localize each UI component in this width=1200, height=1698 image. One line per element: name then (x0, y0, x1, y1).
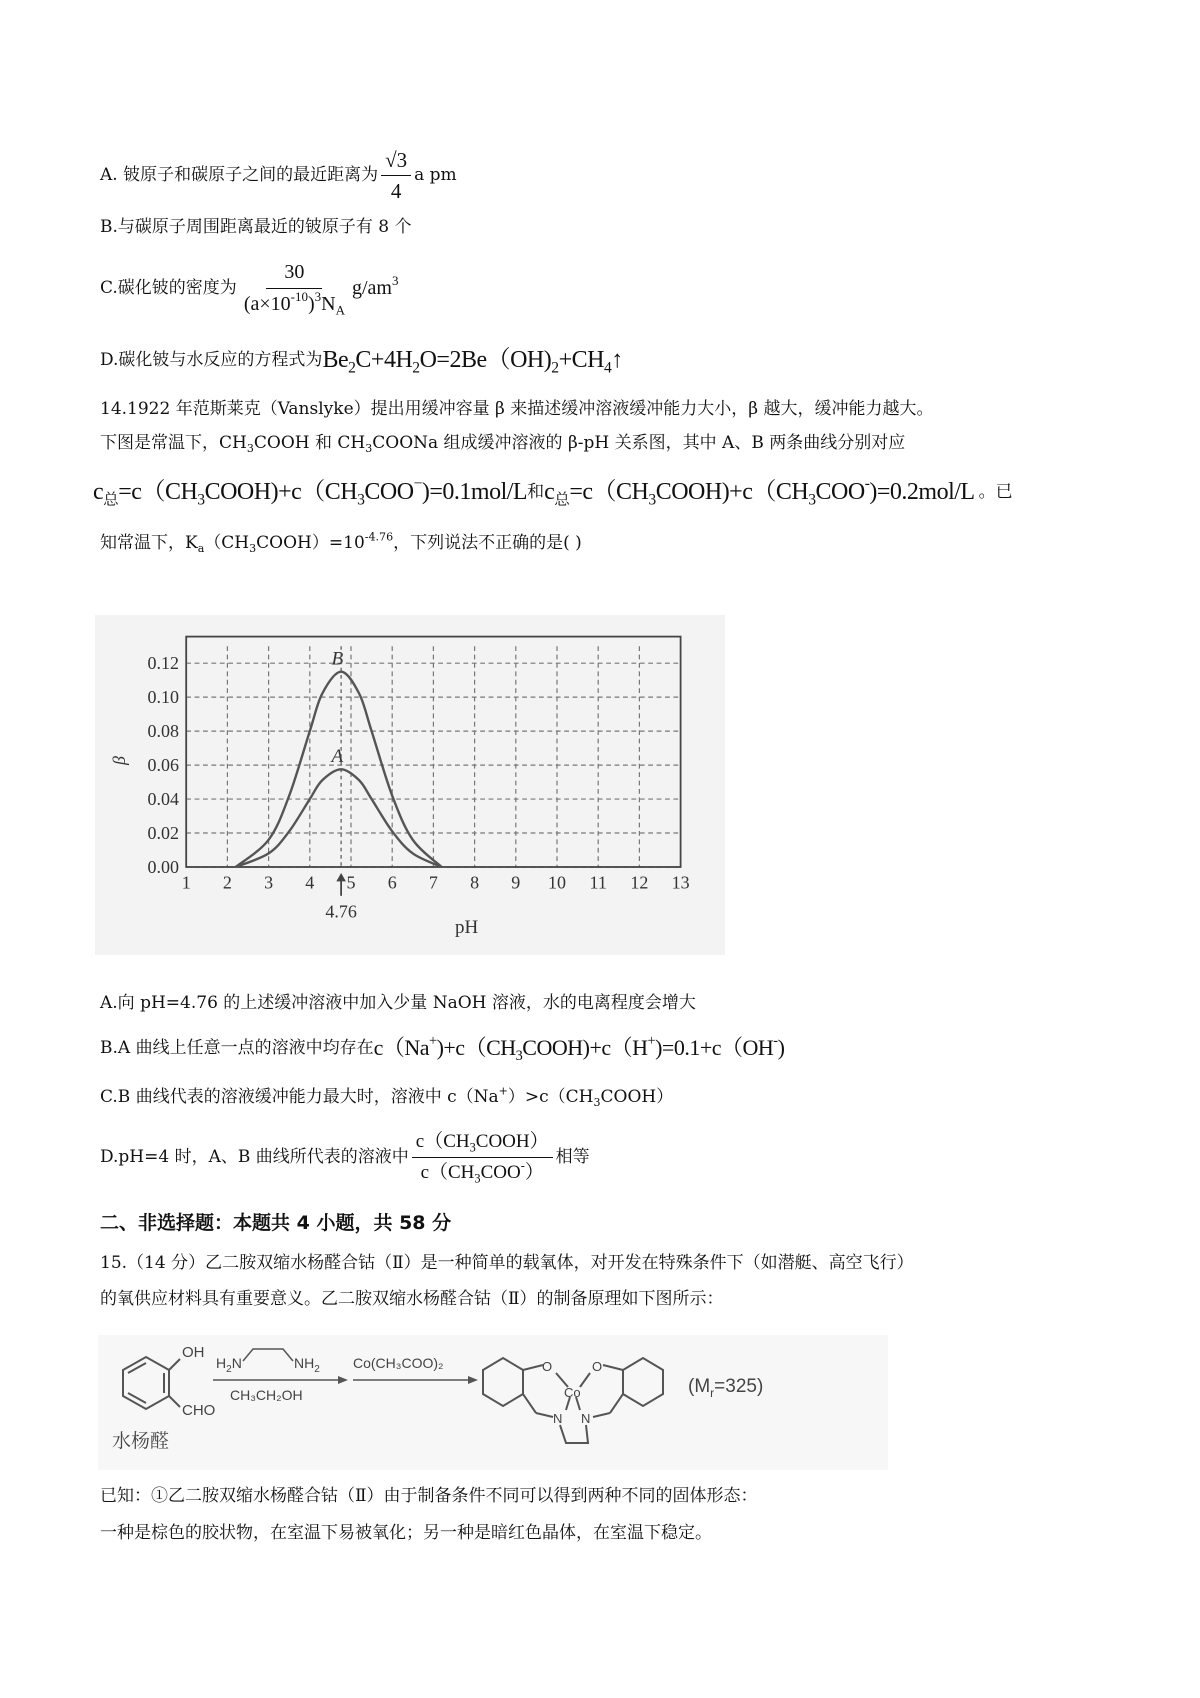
eq-part: C+4H (355, 347, 413, 373)
stem-sup: -4.76 (364, 530, 394, 544)
eq-part: COOH)+c（H (522, 1035, 648, 1060)
den-part: c（CH (420, 1161, 475, 1183)
q13-option-d (100, 342, 623, 378)
eq-sub: 2 (412, 359, 420, 377)
den-exp: -10 (290, 288, 308, 304)
den-part: ） (524, 1161, 544, 1183)
option-c-fraction (240, 259, 349, 317)
option-d-prefix: D.碳化铍与水反应的方程式为 (100, 350, 323, 370)
q13-option-c (100, 255, 399, 321)
mr-sub: r (710, 1386, 715, 1400)
up-arrow-icon: ↑ (611, 347, 623, 373)
q14-stem-line-2 (100, 430, 905, 456)
x-tick-label: 1 (181, 872, 191, 893)
equation-two (544, 475, 975, 509)
x-axis-label: pH (455, 917, 479, 938)
known-line-1: 已知：①乙二胺双缩水杨醛合钴（Ⅱ）由于制备条件不同可以得到两种不同的固体形态： (100, 1486, 758, 1506)
equation-one (93, 475, 528, 509)
x-tick-label: 11 (589, 872, 607, 893)
den-part: ) (307, 293, 315, 315)
eq-part: c（Na (373, 1035, 429, 1060)
y-tick-label: 0.08 (147, 721, 180, 742)
eq-part: COO (364, 479, 414, 505)
q14-equations-line (93, 472, 1013, 512)
option-b-equation (373, 1033, 785, 1064)
q14-option-b (100, 1030, 784, 1066)
eq-part: )=0.2mol/L (869, 479, 975, 505)
den-part: (a×10 (243, 293, 291, 315)
reagent1-bottom: CH₃CH₂OH (230, 1387, 303, 1403)
eq-part: COOH)+c（CH (204, 479, 358, 505)
x-tick-label: 6 (387, 872, 397, 893)
oh-label: OH (182, 1344, 205, 1361)
mr-part: (M (688, 1376, 711, 1397)
q13-option-b: B.与碳原子周围距离最近的铍原子有 8 个 (100, 217, 412, 237)
eq-part: )+c（CH (436, 1035, 516, 1060)
reagent-part: H (216, 1355, 227, 1371)
eq-sub: 总 (103, 491, 119, 509)
option-c-prefix: C.碳化铍的密度为 (100, 278, 237, 298)
y-tick-label: 0.04 (147, 789, 180, 810)
q13-option-a (100, 145, 457, 205)
den-part: N (321, 293, 336, 315)
eq-part: COOH)+c（CH (655, 479, 809, 505)
y-tick-label: 0.10 (147, 687, 180, 708)
reagent-part: NH (294, 1355, 315, 1371)
stem-sub: 3 (246, 441, 254, 455)
x-tick-label: 12 (630, 872, 649, 893)
right-oxygen-label: O (592, 1359, 603, 1374)
option-a-fraction (381, 147, 411, 204)
eq-sup: - (864, 475, 870, 493)
beta-ph-chart (95, 615, 725, 955)
q14-option-d (100, 1122, 590, 1192)
den-exp: 3 (314, 288, 322, 304)
chart-background (95, 615, 725, 955)
chart-grid (95, 615, 725, 955)
stem-sub: 3 (249, 541, 257, 555)
q15-stem-line-2: 的氧供应材料具有重要意义。乙二胺双缩水杨醛合钴（Ⅱ）的制备原理如下图所示： (100, 1289, 724, 1309)
option-a-suffix: a pm (414, 165, 457, 185)
eq-sub: 4 (603, 359, 612, 377)
reagent-sub: 2 (314, 1364, 320, 1375)
eq-sup: − (413, 475, 422, 493)
series-b-label: B (331, 648, 344, 670)
eq-part: ) (777, 1035, 785, 1060)
unit-exp: 3 (392, 272, 399, 288)
unit-text: g/am (352, 277, 392, 299)
x-tick-label: 7 (428, 872, 438, 893)
cho-label: CHO (182, 1402, 216, 1419)
q15-stem-line-1: 15.（14 分）乙二胺双缩水杨醛合钴（Ⅱ）是一种简单的载氧体，对开发在特殊条件下（如潜艇、高空飞行） (100, 1253, 914, 1273)
x-tick-label: 8 (470, 872, 480, 893)
left-oxygen-label: O (542, 1359, 553, 1374)
eq-sub: 3 (808, 491, 816, 509)
stem-part: COOH）=10 (256, 533, 365, 553)
eq-sub: 2 (348, 359, 356, 377)
x-tick-label: 10 (548, 872, 567, 893)
fraction-numerator: √3 (381, 147, 411, 176)
reagent-part: N (231, 1355, 242, 1371)
option-c-sup: + (498, 1084, 508, 1098)
fraction-denominator (417, 1158, 548, 1186)
eq-part: +CH (558, 347, 604, 373)
stem-sub: 3 (365, 441, 373, 455)
option-d-prefix: D.pH=4 时，A、B 曲线所代表的溶液中 (100, 1147, 409, 1167)
y-tick-label: 0.00 (147, 857, 180, 877)
stem-part: 下图是常温下，CH (100, 433, 247, 453)
num-sub: 3 (469, 1139, 476, 1154)
q14-stem-line-4 (100, 530, 582, 556)
stem-sub: a (197, 541, 205, 555)
eq-sub: 3 (357, 491, 365, 509)
option-d-fraction (412, 1129, 553, 1186)
option-d-equation (322, 347, 623, 377)
reagent-sub: 2 (226, 1364, 232, 1375)
y-axis-label: β (109, 756, 129, 765)
eq-sup: - (773, 1033, 778, 1049)
stem-part: COONa 组成缓冲溶液的 β-pH 关系图，其中 A、B 两条曲线分别对应 (372, 433, 906, 453)
eq-part: )=0.1mol/L (421, 479, 528, 505)
y-tick-label: 0.06 (147, 755, 180, 776)
eq-part: Be (322, 347, 349, 373)
eq-sup: + (647, 1033, 656, 1049)
y-tick-label: 0.02 (147, 823, 180, 844)
fraction-denominator: 4 (390, 178, 402, 203)
reaction-scheme (98, 1335, 888, 1470)
equation-connector: 和 (527, 482, 545, 502)
molar-mass-label (688, 1376, 763, 1400)
q14-option-c (100, 1084, 673, 1110)
eq-sub: 2 (551, 359, 559, 377)
option-a-prefix: A. 铍原子和碳原子之间的最近距离为 (100, 165, 379, 185)
eq-part: =c（CH (569, 479, 649, 505)
fraction-denominator (240, 289, 349, 317)
den-sub: A (335, 302, 345, 318)
x-tick-label: 2 (222, 872, 232, 893)
section-heading: 二、非选择题：本题共 4 小题，共 58 分 (100, 1212, 452, 1234)
eq-sub: 总 (554, 491, 570, 509)
stem-part: ，下列说法不正确的是( ) (393, 533, 582, 553)
known-line-2: 一种是棕色的胶状物，在室温下易被氧化；另一种是暗红色晶体，在室温下稳定。 (100, 1523, 712, 1543)
option-c-part: C.B 曲线代表的溶液缓冲能力最大时，溶液中 c（Na (100, 1087, 499, 1107)
x-tick-label: 4 (305, 872, 315, 893)
y-tick-label: 0.12 (147, 653, 180, 674)
x-tick-label: 13 (671, 872, 690, 893)
stem-part: COOH 和 CH (253, 433, 366, 453)
den-part: COO (480, 1161, 521, 1183)
eq-part: )=0.1+c（OH (655, 1035, 774, 1060)
num-part: c（CH (415, 1130, 470, 1152)
stem-part: （CH (204, 533, 250, 553)
num-part: COOH） (475, 1130, 549, 1152)
x-tick-label: 5 (346, 872, 356, 893)
den-sub: 3 (474, 1170, 481, 1185)
salicylaldehyde-name: 水杨醛 (112, 1431, 170, 1452)
eq-sub: 3 (515, 1048, 523, 1064)
option-c-part: ）>c（CH (507, 1087, 594, 1107)
equation-tail: 。已 (978, 482, 1013, 502)
eq-part: c (93, 479, 104, 505)
eq-part: COO (815, 479, 865, 505)
fraction-numerator: 30 (266, 259, 322, 289)
x-tick-label: 3 (264, 872, 274, 893)
option-c-sub: 3 (593, 1095, 601, 1109)
stem-part: 知常温下，K (100, 533, 198, 553)
x-tick-label: 9 (511, 872, 521, 893)
cobalt-label: Co (564, 1385, 581, 1400)
eq-sub: 3 (197, 491, 205, 509)
mr-part: =325) (714, 1376, 764, 1397)
option-d-suffix: 相等 (555, 1147, 590, 1167)
option-b-prefix: B.A 曲线上任意一点的溶液中均存在 (100, 1038, 374, 1058)
reagent2-top: Co(CH₃COO)₂ (353, 1355, 444, 1371)
den-sup: - (520, 1157, 525, 1172)
eq-part: O=2Be（OH) (419, 347, 552, 373)
option-c-part: COOH） (600, 1087, 674, 1107)
q14-option-a: A.向 pH=4.76 的上述缓冲溶液中加入少量 NaOH 溶液，水的电离程度会增大 (100, 993, 696, 1013)
right-nitrogen-label: N (581, 1411, 591, 1426)
eq-sup: + (429, 1033, 437, 1049)
eq-part: c (544, 479, 555, 505)
q14-stem-line-1: 14.1922 年范斯莱克（Vanslyke）提出用缓冲容量 β 来描述缓冲溶液缓冲能力大小，β 越大，缓冲能力越大。 (100, 399, 934, 419)
left-nitrogen-label: N (553, 1411, 563, 1426)
fraction-numerator (412, 1129, 553, 1158)
series-a-label: A (331, 746, 344, 768)
eq-part: =c（CH (118, 479, 198, 505)
peak-marker-label: 4.76 (325, 901, 357, 922)
option-c-unit (352, 272, 399, 301)
eq-sub: 3 (648, 491, 656, 509)
